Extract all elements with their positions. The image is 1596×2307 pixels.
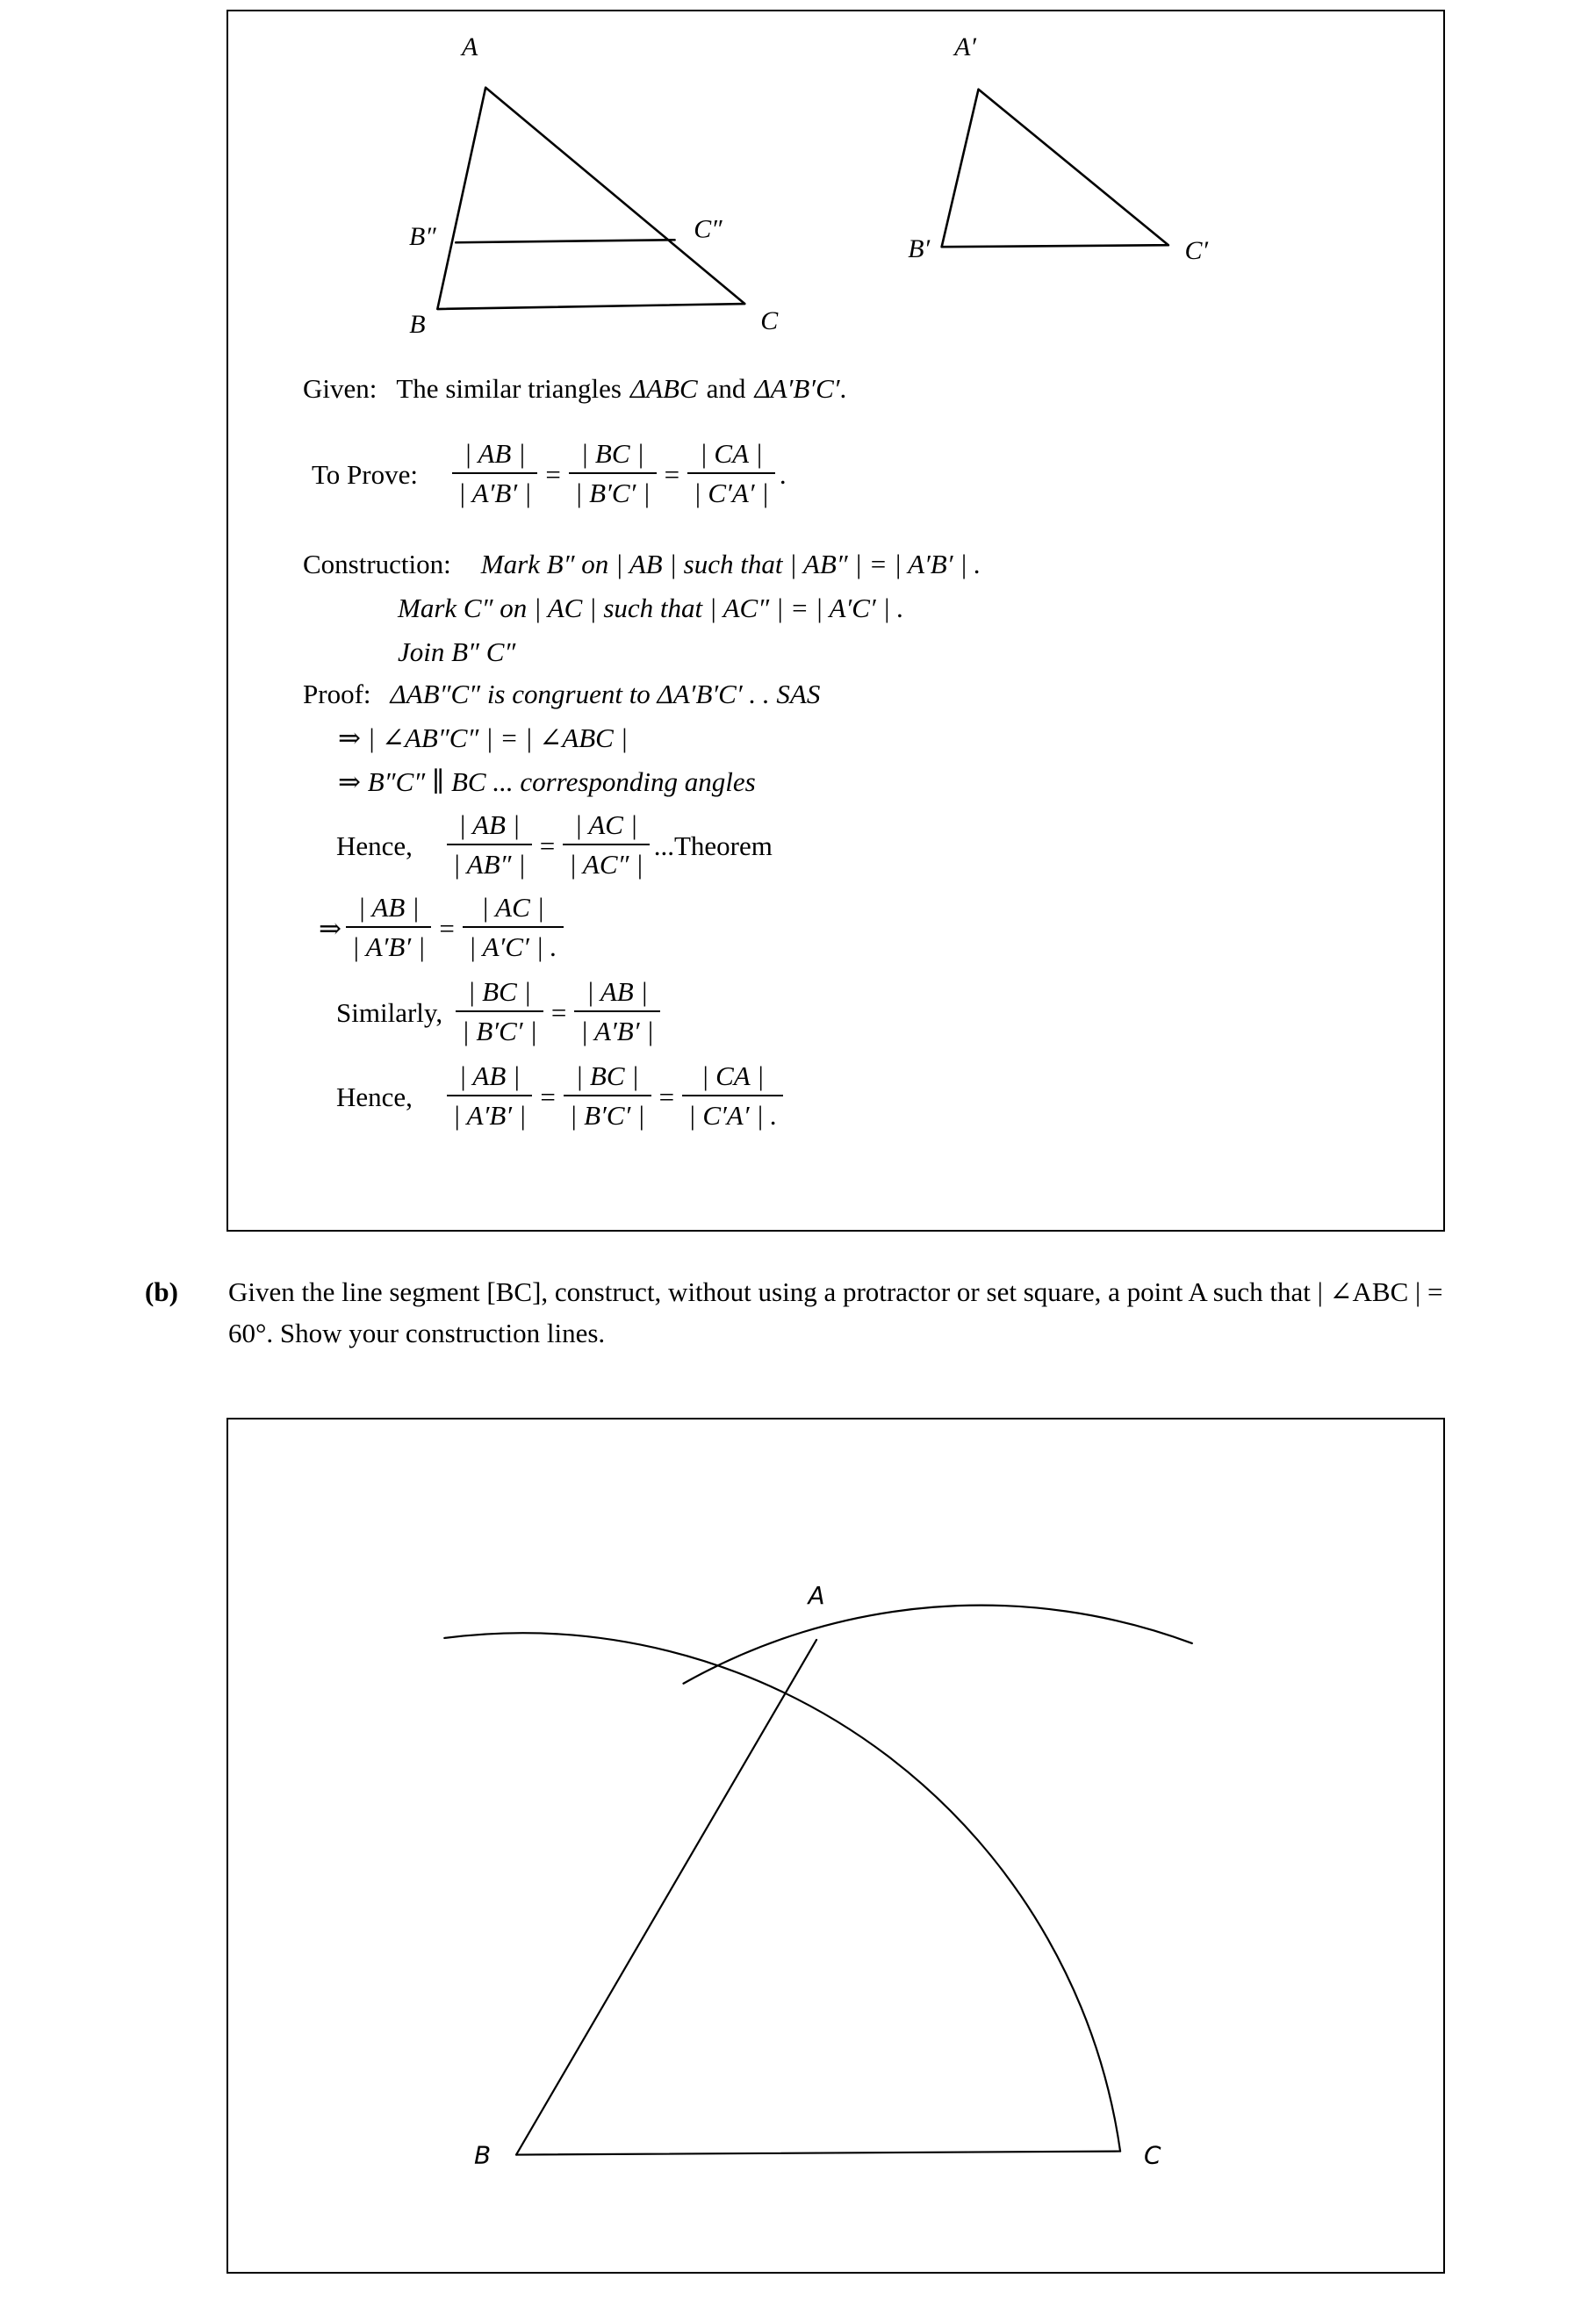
hence-1-note: ...Theorem xyxy=(653,830,773,861)
hence-2-f1-denominator: | A′B′ | xyxy=(452,1099,527,1131)
implication-3-fraction-1 xyxy=(346,891,431,964)
hence-2-f2-numerator: | BC | xyxy=(564,1060,651,1096)
implication-3-f2-denominator: | A′C′ | . xyxy=(468,931,557,962)
label-A-construction: A xyxy=(808,1581,825,1611)
part-b-label: (b) xyxy=(145,1276,178,1307)
similarly-f2-numerator: | AB | xyxy=(574,975,659,1012)
part-b-text: Given the line segment [BC], construct, without using a protractor or set square, a point A such that | ∠ABC | = 60°. Show your construction lines. xyxy=(228,1276,1443,1349)
to-prove-f1-numerator: | AB | xyxy=(452,437,537,474)
implication-row-1 xyxy=(303,718,1409,757)
label-C-double-prime: C″ xyxy=(694,214,723,244)
to-prove-period: . xyxy=(779,458,787,490)
segment-BC xyxy=(516,2152,1120,2155)
triangle-abc-drawing xyxy=(437,88,744,309)
triangle-a-prime-b-prime-c-prime-drawing xyxy=(942,90,1168,247)
similarly-f2-denominator: | A′B′ | xyxy=(580,1015,654,1046)
given-text-2: and xyxy=(706,372,746,404)
label-B-construction: B xyxy=(473,2140,492,2170)
similarly-f1-numerator: | BC | xyxy=(456,975,543,1012)
segment-BA xyxy=(516,1640,816,2155)
similarly-fraction-1 xyxy=(456,975,543,1048)
triangle-abc-outline xyxy=(437,88,744,309)
implication-3-f2-numerator: | AC | xyxy=(463,891,564,928)
given-triangle-1: ΔABC xyxy=(629,372,698,404)
similarly-label: Similarly, xyxy=(336,996,443,1028)
given-row xyxy=(303,369,1409,407)
arc-centre-B xyxy=(444,1633,1120,2151)
similarly-f1-denominator: | B′C′ | xyxy=(462,1015,537,1046)
hence-1-label: Hence, xyxy=(336,830,413,861)
question-part-b xyxy=(145,1271,1462,1354)
label-B-double-prime: B″ xyxy=(408,222,436,252)
given-period: . xyxy=(839,372,847,404)
implication-row-3 xyxy=(303,890,1409,966)
given-label: Given: xyxy=(303,372,377,404)
hence-2-f3-denominator: | C′A′ | . xyxy=(688,1099,778,1131)
to-prove-f2-numerator: | BC | xyxy=(569,437,657,474)
to-prove-f1-denominator: | A′B′ | xyxy=(457,477,532,508)
label-A-prime: A′ xyxy=(954,32,976,61)
construction-row-3 xyxy=(303,632,1409,671)
hence-1-f2-numerator: | AC | xyxy=(563,809,650,845)
segment-b2-c2 xyxy=(456,240,674,242)
hence-2-fraction-1 xyxy=(447,1060,532,1132)
construction-row-1 xyxy=(303,544,1409,583)
arc-centre-C xyxy=(684,1606,1192,1684)
hence-2-f2-denominator: | B′C′ | xyxy=(569,1099,645,1131)
construction-line-2: Mark C″ on | AC | such that | AC″ | = | A′C′ | . xyxy=(398,592,904,623)
construction-line-3: Join B″ C″ xyxy=(398,636,516,667)
hence-2-fraction-2 xyxy=(564,1060,651,1132)
hence-2-label: Hence, xyxy=(336,1081,413,1112)
label-B: B xyxy=(409,309,426,339)
label-A: A xyxy=(462,32,478,61)
hence-2-fraction-3 xyxy=(682,1060,783,1132)
to-prove-label: To Prove: xyxy=(312,458,418,490)
implication-3-equals: = xyxy=(439,912,455,944)
label-B-prime: B′ xyxy=(908,234,931,264)
hence-1-f2-denominator: | AC″ | xyxy=(569,848,643,880)
to-prove-f2-denominator: | B′C′ | xyxy=(574,477,651,508)
construction-row-2 xyxy=(303,588,1409,627)
to-prove-f3-denominator: | C′A′ | xyxy=(694,477,769,508)
proof-row xyxy=(303,674,1409,713)
implication-2: ⇒ B″C″ ∥ BC ... corresponding angles xyxy=(338,765,756,797)
implication-row-2 xyxy=(303,762,1409,801)
to-prove-fraction-1 xyxy=(452,437,537,510)
implication-3-f1-numerator: | AB | xyxy=(346,891,431,928)
implication-3-arrow: ⇒ xyxy=(319,912,341,944)
to-prove-fraction-2 xyxy=(569,437,657,510)
label-C: C xyxy=(760,305,779,335)
similarly-equals: = xyxy=(550,996,567,1028)
construction-answer-panel xyxy=(226,1418,1445,2274)
proof-text-block xyxy=(303,369,1409,1134)
implication-3-f1-denominator: | A′B′ | xyxy=(351,931,426,962)
to-prove-row xyxy=(303,434,1409,514)
hence-1-f1-numerator: | AB | xyxy=(447,809,532,845)
hence-row-1 xyxy=(303,808,1409,883)
to-prove-fraction-3 xyxy=(687,437,775,510)
label-C-prime: C′ xyxy=(1184,236,1209,266)
hence-1-equals: = xyxy=(539,830,556,861)
similarly-row xyxy=(303,974,1409,1050)
implication-1: ⇒ | ∠AB″C″ | = | ∠ABC | xyxy=(338,722,629,753)
hence-1-fraction-1 xyxy=(447,809,532,881)
hence-2-f1-numerator: | AB | xyxy=(447,1060,532,1096)
to-prove-f3-numerator: | CA | xyxy=(687,437,775,474)
triangle-aprime-outline xyxy=(942,90,1168,247)
construction-label: Construction: xyxy=(303,548,451,579)
hence-1-fraction-2 xyxy=(563,809,650,881)
implication-3-fraction-2 xyxy=(463,891,564,964)
given-triangle-2: ΔA′B′C′ xyxy=(754,372,840,404)
to-prove-equals-2: = xyxy=(664,458,680,490)
equilateral-construction-figure xyxy=(228,1419,1443,2272)
hence-row-2 xyxy=(303,1059,1409,1134)
hence-2-equals-1: = xyxy=(540,1081,556,1112)
label-C-construction: C xyxy=(1143,2140,1161,2170)
construction-line-1: Mark B″ on | AB | such that | AB″ | = | A′B′ | . xyxy=(480,548,981,579)
hence-1-f1-denominator: | AB″ | xyxy=(452,848,526,880)
hence-2-f3-numerator: | CA | xyxy=(682,1060,783,1096)
to-prove-equals-1: = xyxy=(545,458,561,490)
proof-statement: ΔAB″C″ is congruent to ΔA′B′C′ . . SAS xyxy=(390,678,821,709)
hence-2-equals-2: = xyxy=(658,1081,675,1112)
proof-label: Proof: xyxy=(303,678,371,709)
given-text-1: The similar triangles xyxy=(396,372,622,404)
similarly-fraction-2 xyxy=(574,975,659,1048)
